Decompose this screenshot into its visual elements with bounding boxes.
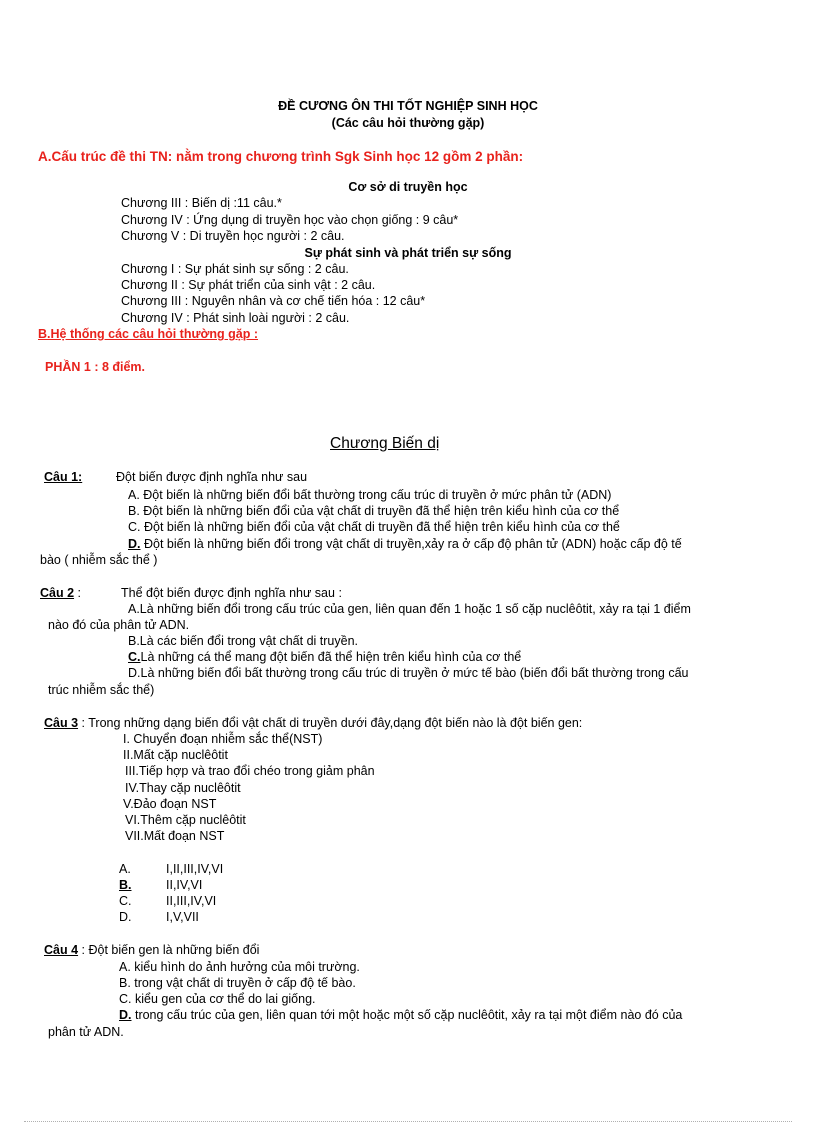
part2-item: Chương III : Nguyên nhân và cơ chế tiến hóa : 12 câu* xyxy=(121,294,426,308)
question-3-answer-key: B. xyxy=(119,878,132,892)
document-title: ĐỀ CƯƠNG ÔN THI TỐT NGHIỆP SINH HỌC xyxy=(278,99,538,113)
question-3-item: VI.Thêm cặp nuclêôtit xyxy=(125,813,246,827)
question-3-item: II.Mất cặp nuclêôtit xyxy=(123,748,228,762)
question-4-option-d: D. trong cấu trúc của gen, liên quan tới một hoặc một số cặp nuclêôtit, xảy ra tại một điểm nào đó của xyxy=(119,1008,683,1022)
question-3-item: I. Chuyển đoạn nhiễm sắc thể(NST) xyxy=(123,732,323,746)
question-4-stem: Câu 4 : Đột biến gen là những biến đổi xyxy=(44,943,260,957)
page-bottom-rule xyxy=(24,1121,792,1122)
question-3-item: IV.Thay cặp nuclêôtit xyxy=(125,781,241,795)
question-4-option-d-cont: phân tử ADN. xyxy=(48,1025,124,1039)
question-3-option-key: D. xyxy=(119,910,132,924)
question-2-option-d-cont: trúc nhiễm sắc thể) xyxy=(48,683,155,697)
question-3-stem: Câu 3 : Trong những dạng biến đổi vật chất di truyền dưới đây,dạng đột biến nào là đột biến gen: xyxy=(44,716,583,730)
question-3-option-value: I,II,III,IV,VI xyxy=(166,862,224,876)
question-2-option-b: B.Là các biến đổi trong vật chất di truyền. xyxy=(128,634,358,648)
part2-item: Chương II : Sự phát triển của sinh vật : 2 câu. xyxy=(121,278,376,292)
answer-key: D. xyxy=(128,537,141,551)
answer-key: D. xyxy=(119,1008,132,1022)
part2-item: Chương IV : Phát sinh loài người : 2 câu. xyxy=(121,311,350,325)
question-3-item: VII.Mất đoạn NST xyxy=(125,829,225,843)
question-2-option-d: D.Là những biến đổi bất thường trong cấu trúc di truyền ở mức tế bào (biến đổi bất thường trong cấu xyxy=(128,666,689,680)
part1-item: Chương IV : Ứng dụng di truyền học vào chọn giống : 9 câu* xyxy=(121,213,459,227)
question-1-label: Câu 1: xyxy=(44,470,83,484)
question-1-option-d: D. Đột biến là những biến đổi trong vật chất di truyền,xảy ra ở cấp độ phân tử (ADN) hoặc cấp độ tế xyxy=(128,537,682,551)
question-1-option-b: B. Đột biến là những biến đổi của vật chất di truyền đã thể hiện trên kiểu hình của cơ thể xyxy=(128,504,620,518)
question-1-stem: Đột biến được định nghĩa như sau xyxy=(116,470,308,484)
question-3-option-value: I,V,VII xyxy=(166,910,199,924)
question-4-option-c: C. kiểu gen của cơ thể do lai giống. xyxy=(119,992,316,1006)
question-1-option-d-cont: bào ( nhiễm sắc thể ) xyxy=(40,553,158,567)
phan-1-label: PHẦN 1 : 8 điểm. xyxy=(45,360,146,374)
question-3-option-key: C. xyxy=(119,894,132,908)
document-subtitle: (Các câu hỏi thường gặp) xyxy=(331,116,485,130)
question-2-option-a-cont: nào đó của phân tử ADN. xyxy=(48,618,190,632)
question-3-option-value: II,IV,VI xyxy=(166,878,203,892)
part1-item: Chương V : Di truyền học người : 2 câu. xyxy=(121,229,345,243)
question-2-stem: Thể đột biến được định nghĩa như sau : xyxy=(121,586,342,600)
question-3-item: III.Tiếp hợp và trao đổi chéo trong giảm phân xyxy=(125,764,375,778)
question-3-label: Câu 3 xyxy=(44,716,79,730)
question-2-option-a: A.Là những biến đổi trong cấu trúc của gen, liên quan đến 1 hoặc 1 số cặp nuclêôtit, xảy ra tại 1 điểm xyxy=(128,602,691,616)
part2-title: Sự phát sinh và phát triển sự sống xyxy=(304,246,512,260)
answer-key: C. xyxy=(128,650,141,664)
question-4-option-a: A. kiểu hình do ảnh hưởng của môi trường. xyxy=(119,960,360,974)
question-2-label: Câu 2 : xyxy=(40,586,81,600)
part1-title: Cơ sở di truyền học xyxy=(348,180,468,194)
question-4-option-b: B. trong vật chất di truyền ở cấp độ tế bào. xyxy=(119,976,356,990)
question-4-label: Câu 4 xyxy=(44,943,79,957)
part1-item: Chương III : Biến dị :11 câu.* xyxy=(121,196,282,210)
section-a-heading: A.Cấu trúc đề thi TN: nằm trong chương trình Sgk Sinh học 12 gồm 2 phần: xyxy=(38,149,524,164)
question-3-item: V.Đảo đoạn NST xyxy=(123,797,217,811)
question-3-option-value: II,III,IV,VI xyxy=(166,894,217,908)
section-b-heading: B.Hệ thống các câu hỏi thường gặp : xyxy=(38,327,259,341)
part2-item: Chương I : Sự phát sinh sự sống : 2 câu. xyxy=(121,262,349,276)
chapter-title: Chương Biến dị xyxy=(330,435,440,452)
question-1-option-a: A. Đột biến là những biến đổi bất thường trong cấu trúc di truyền ở mức phân tử (ADN) xyxy=(128,488,612,502)
question-1-option-c: C. Đột biến là những biến đổi của vật chất di truyền đã thể hiện trên kiểu hình của cơ thể xyxy=(128,520,620,534)
question-3-option-key: A. xyxy=(119,862,131,876)
question-2-option-c: C.Là những cá thể mang đột biến đã thể hiện trên kiểu hình của cơ thể xyxy=(128,650,522,664)
